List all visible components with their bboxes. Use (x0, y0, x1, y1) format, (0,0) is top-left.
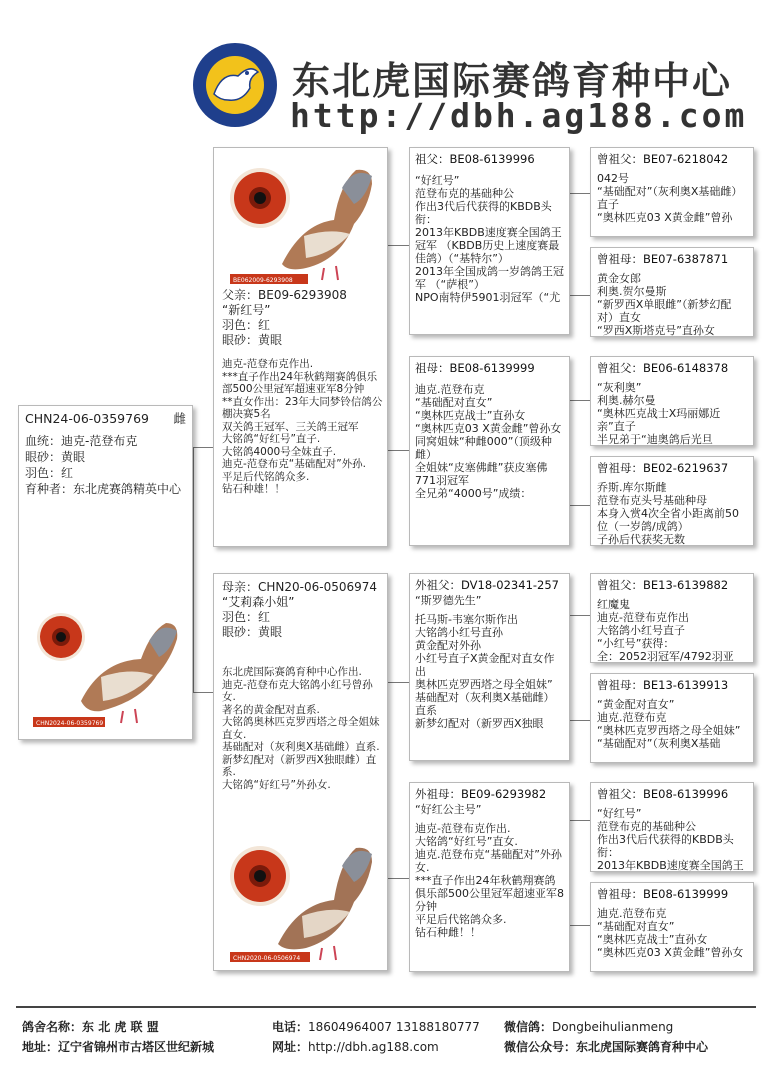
photo-caption: CHN2020-06-0506974 (233, 955, 301, 962)
footer-value[interactable]: http://dbh.ag188.com (308, 1040, 439, 1054)
grandparent-card (409, 782, 570, 972)
pigeon-photo (222, 832, 382, 966)
great-grandparent-card (590, 882, 754, 972)
father-card (213, 147, 388, 547)
great-grandparent-card (590, 356, 754, 446)
card-title: 曾祖母：BE08-6139999 (597, 887, 729, 901)
card-line: 全姐妹“皮塞佛雌”获皮塞佛771羽冠军 (415, 461, 548, 487)
mother-line: 基础配对（灰利奥X基础雌）直系. (222, 741, 380, 753)
footer-phone (272, 1018, 480, 1035)
card-title: 曾祖父：BE08-6139996 (597, 787, 729, 801)
father-line: ***直子作出24年秋鹤翔赛鸽俱乐部500公里冠军超速亚军8分钟 (222, 370, 378, 395)
mother-line: 大铭鸽奥林匹克罗西塔之母全姐妹直女. (222, 716, 380, 741)
mother-line: 大铭鸽“好红号”外孙女. (222, 778, 331, 791)
card-line: 本身入赏4次全省小距离前50位（一岁鸽/成鸽） (597, 507, 739, 533)
footer-website (272, 1038, 439, 1055)
great-grandparent-card (590, 456, 754, 546)
card-line: 迪克-范登布克作出 (597, 611, 689, 624)
org-title: 东北虎国际赛鸽育种中心 (292, 59, 733, 103)
father-line: 大铭鸽“好红号”直子. (222, 433, 321, 445)
father-name: “新红号” (222, 303, 271, 317)
subject-sex: 雌 (173, 411, 186, 426)
logo-emblem (192, 42, 278, 128)
great-grandparent-card (590, 782, 754, 872)
subject-card (18, 405, 193, 740)
mother-color: 羽色：红 (222, 610, 271, 624)
card-line: NPO南特伊5901羽冠军（“尤 (415, 291, 561, 304)
card-line: 作出3代后代获得的KBDB头衔： (415, 200, 552, 226)
card-line: 黄金女郎 (597, 272, 641, 285)
card-line: “小红号”获得： (597, 637, 675, 650)
connector (388, 878, 409, 879)
subject-line: 育种者：东北虎赛鸽精英中心 (25, 482, 182, 496)
card-title: 曾祖母：BE13-6139913 (597, 678, 729, 692)
mother-card (213, 573, 388, 971)
connector (193, 447, 213, 448)
card-line: “好红号” (415, 174, 460, 187)
card-line: “基础配对直女” (415, 396, 493, 409)
card-line: 利奥.赫尔曼 (597, 394, 656, 407)
connector (570, 615, 590, 616)
footer-label: 网址： (272, 1040, 309, 1054)
footer-public-account (504, 1038, 708, 1055)
card-line: 大铭鸽小红号直子 (597, 624, 685, 637)
footer-address (22, 1038, 214, 1055)
father-line: 迪克-范登布克“基础配对”外孙. (222, 458, 367, 470)
card-title: 曾祖母：BE02-6219637 (597, 461, 729, 475)
card-line: “灰利奥” (597, 381, 642, 394)
card-line: 奥林匹克罗西塔之母全姐妹” (415, 678, 553, 691)
card-line: 新梦幻配对（新罗西X独眼 (415, 717, 544, 730)
connector (570, 295, 590, 296)
card-title: 外祖母：BE09-6293982 (415, 787, 547, 801)
card-line: “罗西X斯塔克号”直孙女 (597, 324, 715, 337)
footer-label: 微信鸽： (504, 1020, 553, 1034)
father-line: 迪克-范登布克作出. (222, 358, 314, 370)
father-line: 平足后代铭鸽众多. (222, 470, 310, 483)
card-line: 黄金配对外孙 (415, 639, 481, 652)
connector (570, 505, 590, 506)
footer-value[interactable]: 18604964007 13188180777 (308, 1020, 480, 1034)
card-line: “奥林匹克罗西塔之母全姐妹” (597, 724, 741, 737)
card-title: 曾祖父：BE13-6139882 (597, 578, 729, 592)
card-line: 半兄弟于“迪奥鸽后光旦 (597, 433, 713, 446)
card-line: 042号 (597, 172, 629, 185)
card-line: “奥林匹克战士X玛丽娜近亲”直子 (597, 407, 721, 433)
great-grandparent-card (590, 147, 754, 237)
pigeon-photo (222, 154, 382, 286)
father-line: **直女作出：23年大同梦铃信鸽公棚决赛5名 (222, 395, 383, 420)
father-eye: 眼砂：黄眼 (222, 333, 283, 347)
mother-name: “艾莉森小姐” (222, 595, 295, 609)
great-grandparent-card (590, 247, 754, 337)
connector (388, 450, 409, 451)
card-title: 曾祖父：BE06-6148378 (597, 361, 729, 375)
grandparent-card (409, 147, 570, 335)
subject-line: 血统：迪克-范登布克 (25, 434, 138, 448)
card-line: 迪克.范登布克 (597, 711, 667, 724)
footer-value: 东 北 虎 联 盟 (82, 1020, 159, 1034)
connector (193, 692, 213, 693)
card-line: “奥林匹克03 X黄金雌”曾孙 (597, 211, 733, 224)
connector (388, 682, 409, 683)
father-line: 大铭鸽4000号全妹直子. (222, 445, 337, 458)
card-line: ***直子作出24年秋鹤翔赛鸽俱乐部500公里冠军超速亚军8分钟 (415, 874, 564, 913)
mother-eye: 眼砂：黄眼 (222, 625, 283, 639)
subject-line: 眼砂：黄眼 (25, 450, 86, 464)
father-color: 羽色：红 (222, 318, 271, 332)
connector (193, 447, 194, 692)
connector (570, 820, 590, 821)
connector (570, 925, 590, 926)
footer-label: 鸽舍名称： (22, 1020, 83, 1034)
card-line: 2013年KBDB速度赛全国鸽王冠军 （KBDB历史上速度赛最佳鸽）（“基特尔”） (415, 226, 562, 265)
card-line: “好红公主号” (415, 803, 482, 816)
great-grandparent-card (590, 673, 754, 763)
card-line: “好红号” (597, 807, 642, 820)
card-line: 基础配对（灰利奥X基础雌）直系 (415, 691, 555, 717)
card-title: 祖母：BE08-6139999 (415, 361, 535, 375)
footer-wechat (504, 1018, 673, 1035)
card-line: 范登布克的基础种公 (415, 187, 514, 200)
card-line: 范登布克头号基础种母 (597, 494, 707, 507)
footer-value: Dongbeihulianmeng (552, 1020, 674, 1034)
card-line: “奥林匹克03 X黄金雌”曾孙女 (415, 422, 562, 435)
card-line: 迪克.范登布克 (597, 907, 667, 920)
father-ring: 父亲：BE09-6293908 (222, 288, 347, 302)
card-line: 迪克.范登布克“基础配对”外孙女. (415, 848, 562, 874)
photo-caption: CHN2024-06-0359769 (36, 720, 104, 727)
card-title: 曾祖父：BE07-6218042 (597, 152, 729, 166)
footer-loft-name (22, 1018, 159, 1035)
card-line: 迪克-范登布克作出. (415, 822, 511, 835)
mother-ring: 母亲：CHN20-06-0506974 (222, 580, 378, 594)
great-grandparent-card (590, 573, 754, 663)
connector (570, 720, 590, 721)
card-line: 同窝姐妹“种雌000”（顶级种雌） (415, 435, 552, 461)
connector (570, 193, 590, 194)
father-line: 钻石种雄！！ (222, 483, 285, 495)
card-line: 全：2052羽冠军/4792羽亚 (597, 650, 734, 663)
card-line: 平足后代铭鸽众多. (415, 913, 507, 926)
card-line: “基础配对”（灰利奥X基础雌）直子 (597, 185, 743, 211)
father-line: 双关鸽王冠军、三关鸽王冠军 (222, 420, 359, 433)
card-line: 利奥.贺尔曼斯 (597, 285, 667, 298)
footer-value: 东北虎国际赛鸽育种中心 (576, 1040, 709, 1054)
footer-label: 地址： (22, 1040, 59, 1054)
footer-label: 微信公众号： (504, 1040, 577, 1054)
mother-line: 新梦幻配对（新罗西X独眼雌）直系. (222, 753, 377, 778)
card-title: 祖父：BE08-6139996 (415, 152, 535, 166)
card-line: 子孙后代获奖无数 (597, 533, 685, 546)
card-line: 大铭鸽小红号直孙 (415, 626, 503, 639)
connector (570, 400, 590, 401)
org-url[interactable]: http://dbh.ag188.com (290, 96, 748, 135)
photo-caption: BE062009-6293908 (233, 277, 293, 284)
card-line: “黄金配对直女” (597, 698, 675, 711)
card-line: 2013年全国成鸽一岁鸽鸽王冠军 （“萨根”） (415, 265, 564, 291)
mother-line: 著名的黄金配对直系. (222, 703, 320, 716)
card-line: “奥林匹克战士”直孙女 (415, 409, 526, 422)
card-line: 小红号直子X黄金配对直女作出 (415, 652, 555, 678)
mother-line: 东北虎国际赛鸽育种中心作出. (222, 666, 362, 678)
pigeon-photo (31, 601, 183, 729)
grandparent-card (409, 356, 570, 546)
card-line: “奥林匹克03 X黄金雌”曾孙女 (597, 946, 744, 959)
card-line: 托马斯-韦塞尔斯作出 (415, 613, 518, 626)
card-line: 红魔鬼 (597, 598, 630, 611)
card-line: 大铭鸽“好红号”直女. (415, 835, 518, 848)
subject-line: 羽色：红 (25, 466, 74, 480)
footer-label: 电话： (272, 1020, 309, 1034)
card-line: 钻石种雌！！ (415, 926, 481, 939)
card-title: 曾祖母：BE07-6387871 (597, 252, 729, 266)
card-line: 范登布克的基础种公 (597, 820, 696, 833)
footer-divider (16, 1006, 756, 1008)
card-line: “奥林匹克战士”直孙女 (597, 933, 708, 946)
card-line: “基础配对”（灰利奥X基础 (597, 737, 721, 750)
card-line: 作出3代后代获得的KBDB头衔： (597, 833, 734, 859)
card-title: 外祖父：DV18-02341-257 (415, 578, 559, 592)
card-line: 乔斯.库尔斯雌 (597, 481, 667, 494)
mother-line: 迪克-范登布克大铭鸽小红号曾孙女. (222, 678, 373, 703)
card-line: “基础配对直女” (597, 920, 675, 933)
card-line: 迪克.范登布克 (415, 383, 485, 396)
card-line: “新罗西X单眼雌”（新梦幻配对）直女 (597, 298, 732, 324)
subject-ring: CHN24-06-0359769 (25, 411, 149, 426)
grandparent-card (409, 573, 570, 761)
connector (388, 245, 409, 246)
card-line: “斯罗德先生” (415, 594, 482, 607)
card-line: 全兄弟“4000号”成绩： (415, 487, 532, 500)
card-line: 2013年KBDB速度赛全国鸽王 (597, 859, 744, 872)
footer-value: 辽宁省锦州市古塔区世纪新城 (58, 1040, 215, 1054)
